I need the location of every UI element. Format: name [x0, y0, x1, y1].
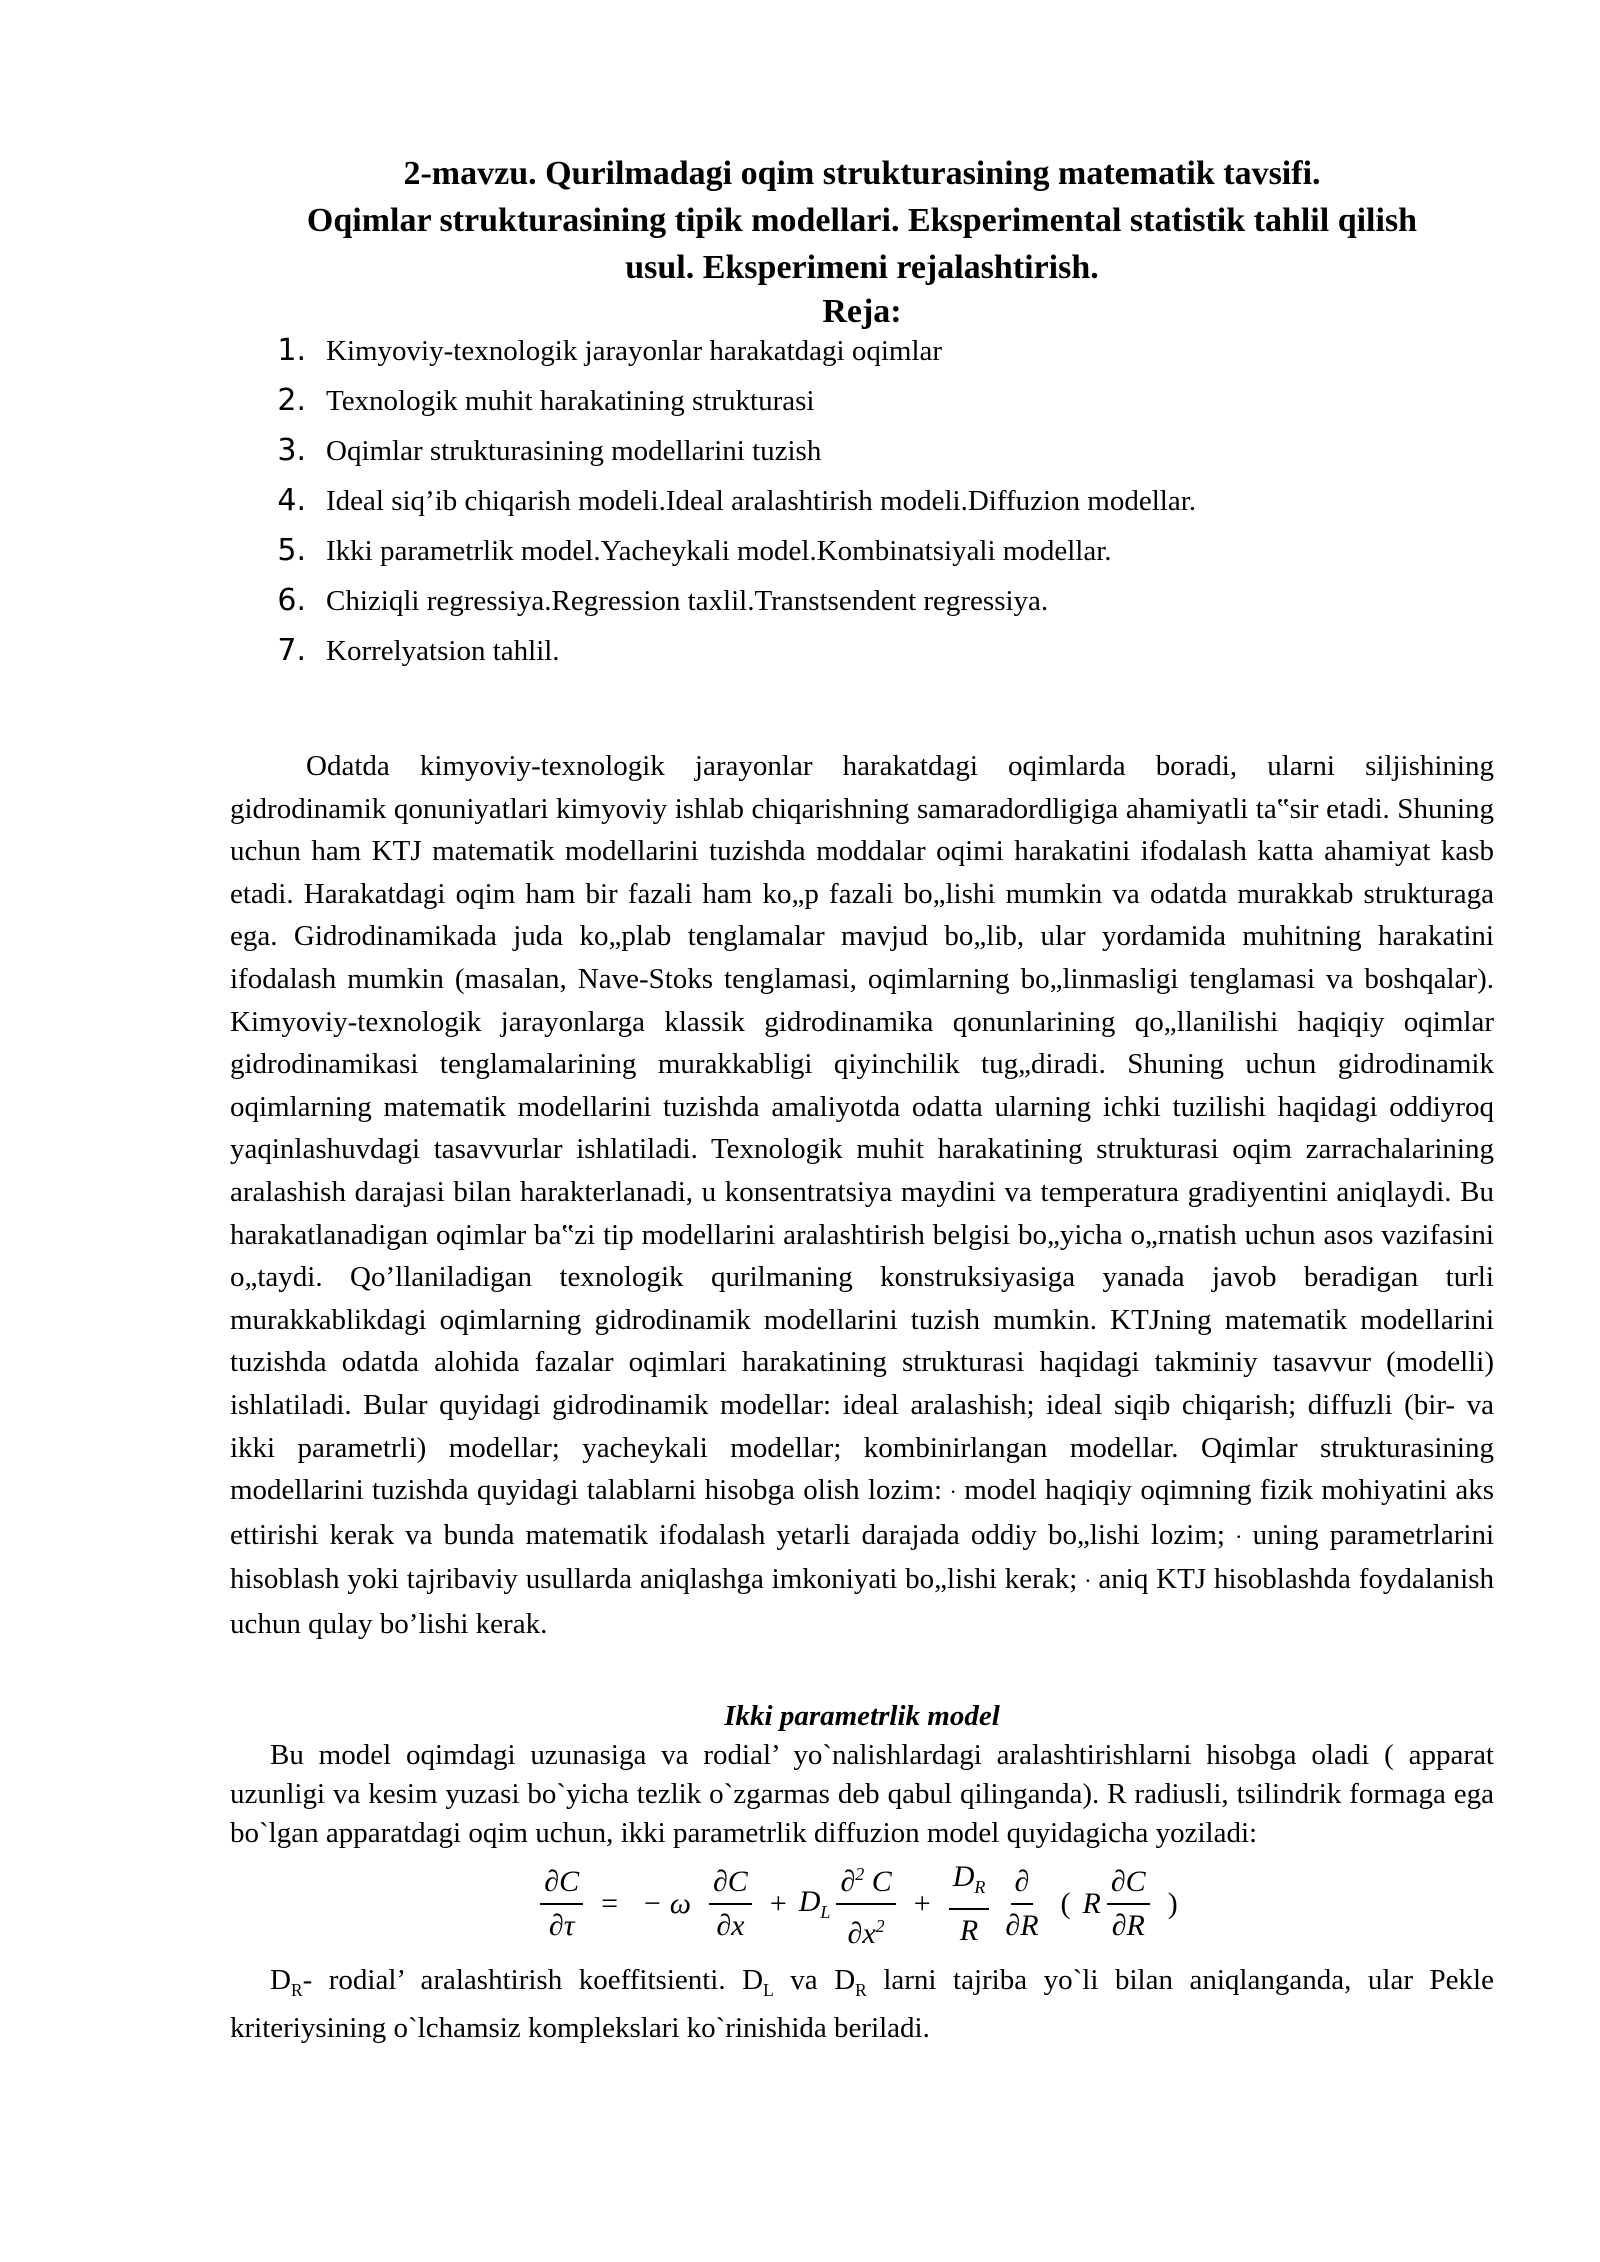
symbol-c: C	[864, 1864, 892, 1898]
page-title-line-3: usul. Eksperimeni rejalashtirish.	[625, 249, 1099, 286]
page-title-line-1: 2-mavzu. Qurilmadagi oqim strukturasining matematik tavsifi.	[403, 155, 1321, 192]
bullet-icon: ∙	[950, 1479, 956, 1505]
denominator: R	[959, 1913, 979, 1947]
numerator: ∂C	[1107, 1863, 1150, 1905]
plan-item-text: Ikki parametrlik model.Yacheykali model.Kombinatsiyali modellar.	[326, 535, 1112, 567]
numerator	[949, 1858, 990, 1910]
page-title-line-2: Oqimlar strukturasining tipik modellari. Eksperimental statistik tahlil qilish	[306, 202, 1418, 239]
minus-omega: − ω	[642, 1886, 691, 1920]
plan-item-number: 2.	[277, 383, 306, 418]
plan-item-text: Kimyoviy-texnologik jarayonlar harakatdagi oqimlar	[326, 335, 943, 367]
plan-item	[230, 633, 1494, 683]
denominator: ∂R	[1111, 1908, 1145, 1942]
subscript-r: R	[290, 1979, 303, 2000]
coefficient-paragraph	[230, 1961, 1494, 2049]
denominator: ∂τ	[548, 1908, 575, 1942]
plan-item-number: 7.	[277, 633, 306, 668]
symbol-d: D	[798, 1884, 821, 1918]
numerator: ∂C	[709, 1863, 752, 1905]
denominator: ∂x	[716, 1908, 745, 1942]
formula	[230, 1855, 1494, 1953]
coefficient-text-a: - rodial’ aralashtirish koeffitsienti. D	[302, 1963, 764, 1996]
denominator	[844, 1905, 889, 1953]
numerator	[836, 1855, 895, 1905]
plan-item-text: Texnologik muhit harakatining strukturasi	[326, 385, 815, 417]
plan-item-number: 5.	[277, 533, 306, 568]
plan-item-number: 6.	[277, 583, 306, 618]
symbol-d: D	[952, 1859, 975, 1893]
partial-x: ∂x	[847, 1916, 876, 1950]
denominator: ∂R	[1005, 1908, 1039, 1942]
plan-item-text: Ideal siq’ib chiqarish modeli.Ideal aralashtirish modeli.Diffuzion modellar.	[326, 485, 1197, 517]
subscript-r: R	[974, 1876, 986, 1897]
bullet-icon: ∙	[1236, 1523, 1242, 1549]
fraction-dc-dr	[1107, 1863, 1150, 1945]
plan-list	[230, 333, 1494, 683]
plan-item	[230, 583, 1494, 633]
left-paren: (	[1060, 1886, 1071, 1920]
plan-item-text: Oqimlar strukturasining modellarini tuzish	[326, 435, 822, 467]
plan-item	[230, 333, 1494, 383]
coefficient-dl	[799, 1885, 831, 1923]
intro-text: Odatda kimyoviy-texnologik jarayonlar harakatdagi oqimlarda boradi, ularni siljishining gidrodinamik qonuniyatlari kimyoviy ishlab chiqarishning samaradordligiga ahamiyatli ta‟sir etadi. Shuning uchun ham KTJ matematik modellarini tuzishda moddalar oqimi harakatini ifodalash katta ahamiyat kasb etadi. Harakatdagi oqim ham bir fazali ham ko„p fazali bo„lishi mumkin va odatda murakkab strukturaga ega. Gidrodinamikada juda ko„plab tenglamalar mavjud bo„lib, ular yordamida muhitning harakatini ifodalash mumkin (masalan, Nave-Stoks tenglamasi, oqimlarning bo„linmasligi tenglamasi va boshqalar). Kimyoviy-texnologik jarayonlarga klassik gidrodinamika qonunlarining qo„llanilishi haqiqiy oqimlar gidrodinamikasi tenglamalarining murakkabligi qiyinchilik tug„diradi. Shuning uchun gidrodinamik oqimlarning matematik modellarini tuzishda amaliyotda odatta ularning ichki tuzilishi haqidagi oddiyroq yaqinlashuvdagi tasavvurlar ishlatiladi. Texnologik muhit harakatining strukturasi oqim zarrachalarining aralashish darajasi bilan harakterlanadi, u konsentratsiya maydini va temperatura gradiyentini aniqlaydi. Bu harakatlanadigan oqimlar ba‟zi tip modellarini aralashtirish belgisi bo„yicha o„rnatish uchun asos vazifasini o„taydi. Qo’llaniladigan texnologik qurilmaning konstruksiyasiga yanada javob beradigan turli murakkablikdagi oqimlarning gidrodinamik modellarini tuzish mumkin. KTJning matematik modellarini tuzishda odatda alohida fazalar oqimlari harakatining strukturasi haqidagi takminiy tasavvur (modelli) ishlatiladi. Bular quyidagi gidrodinamik modellar: ideal aralashish; ideal siqib chiqarish; diffuzli (bir- va ikki parametrli) modellar; yacheykali modellar; kombinirlangan modellar. Oqimlar strukturasining modellarini tuzishda quyidagi talablarni hisobga olish lozim:	[230, 750, 1494, 1507]
coefficient-text-b: va D	[773, 1963, 856, 1996]
superscript: 2	[855, 1863, 865, 1884]
symbol-r: R	[1082, 1886, 1101, 1920]
fraction-dc-dtau	[540, 1863, 583, 1945]
bullet-icon: ∙	[1085, 1568, 1091, 1594]
plan-item	[230, 533, 1494, 583]
plan-heading: Reja:	[822, 293, 902, 330]
plus-sign: +	[913, 1886, 931, 1920]
symbol-d: D	[270, 1963, 291, 1996]
fraction-d2c-dx2	[836, 1855, 895, 1953]
model-paragraph: Bu model oqimdagi uzunasiga va rodial’ yo`nalishlardagi aralashtirishlarni hisobga oladi ( apparat uzunligi va kesim yuzasi bo`yicha tezlik o`zgarmas deb qabul qilinganda). R radiusli, tsilindrik formaga ega bo`lgan apparatdagi oqim uchun, ikki parametrlik diffuzion model quyidagicha yoziladi:	[230, 1738, 1494, 1849]
subscript-r: R	[855, 1979, 867, 2000]
equals-sign: =	[601, 1886, 619, 1920]
plan-item-text: Korrelyatsion tahlil.	[326, 635, 560, 667]
numerator: ∂C	[540, 1863, 583, 1905]
fraction-partial-dr	[1001, 1863, 1042, 1945]
subscript-l: L	[763, 1979, 774, 2000]
requirement-2: uning parametrlarini hisoblash yoki tajribaviy usullarda aniqlashga imkoniyati bo„lishi kerak;	[230, 1518, 1495, 1596]
subscript-l: L	[820, 1901, 831, 1922]
coefficient-text-c: larni tajriba yo`li bilan aniqlanganda, ular Pekle kriteriysining o`lchamsiz komplekslari ko`rinishida beriladi.	[230, 1963, 1494, 2045]
requirement-3: aniq KTJ hisoblashda foydalanish uchun qulay bo’lishi kerak.	[230, 1563, 1494, 1641]
fraction-dc-dx	[709, 1863, 752, 1945]
section-title: Ikki parametrlik model	[724, 1699, 1000, 1732]
plan-item-number: 4.	[277, 483, 306, 518]
plan-item-number: 3.	[277, 433, 306, 468]
requirement-1: model haqiqiy oqimning fizik mohiyatini aks ettirishi kerak va bunda matematik ifodalash yetarli darajada oddiy bo„lishi lozim;	[230, 1474, 1495, 1551]
plus-sign: +	[769, 1886, 787, 1920]
numerator: ∂	[1011, 1863, 1034, 1905]
plan-item-number: 1.	[277, 333, 306, 368]
plan-item	[230, 383, 1494, 433]
fraction-dr-r	[949, 1858, 990, 1950]
plan-item-text: Chiziqli regressiya.Regression taxlil.Transtsendent regressiya.	[326, 585, 1049, 617]
intro-paragraph	[230, 745, 1494, 1646]
plan-item	[230, 483, 1494, 533]
plan-item	[230, 433, 1494, 483]
superscript: 2	[875, 1915, 885, 1936]
partial-symbol: ∂	[840, 1864, 856, 1898]
document-page	[230, 150, 1494, 2048]
diffusion-equation	[534, 1855, 1189, 1953]
right-paren: )	[1167, 1886, 1178, 1920]
